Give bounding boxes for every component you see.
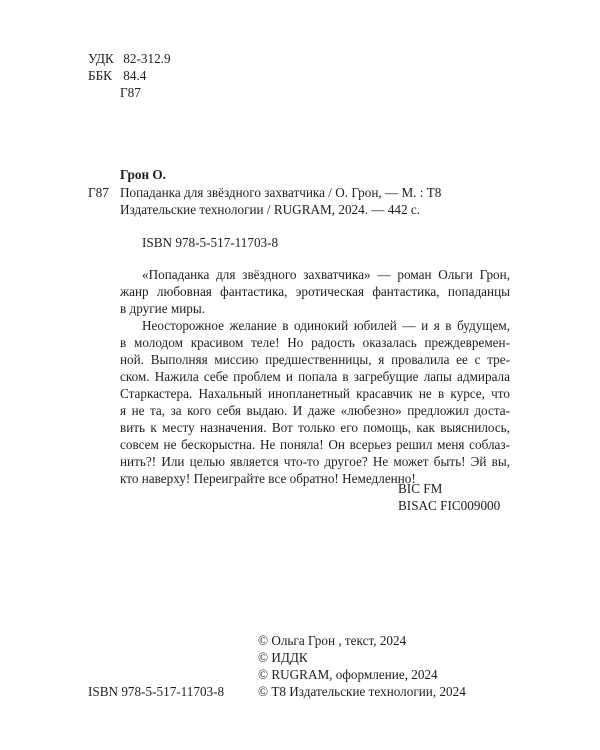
copyright-line: © Ольга Грон , текст, 2024 — [258, 633, 407, 648]
annotation-paragraph-2 — [120, 317, 510, 487]
author-heading: Грон О. — [120, 167, 166, 182]
copyright-line: © RUGRAM, оформление, 2024 — [258, 667, 438, 682]
bbk-label: ББК — [88, 68, 112, 83]
annotation-line: «Попаданка для звёздного захватчика» — роман Ольги Грон, — [142, 267, 510, 282]
udk-label: УДК — [88, 51, 114, 66]
annotation-line: совсем не бескорыстна. Не поняла! Он всерьез решил меня соблаз- — [120, 437, 510, 452]
bbk-value: 84.4 — [123, 68, 147, 83]
margin-author-mark: Г87 — [88, 185, 109, 200]
annotation-line: в другие миры. — [120, 301, 206, 316]
bisac-code: BISAC FIC009000 — [398, 498, 501, 513]
title-line-2: Издательские технологии / RUGRAM, 2024. — 442 с. — [120, 202, 421, 217]
udk-line — [88, 50, 171, 67]
title-line-1: Попаданка для звёздного захватчика / О. Грон, — М. : Т8 — [120, 185, 442, 200]
udk-value: 82-312.9 — [123, 51, 171, 66]
annotation-line: Неосторожное желание в одинокий юбилей — и я в будущем, — [142, 318, 510, 333]
annotation-line: ском. Нажила себе проблем и попала в загребущие лапы адмирала — [120, 369, 510, 384]
annotation-line: жанр любовная фантастика, эротическая фантастика, попаданцы — [120, 284, 510, 299]
annotation-line: вить к месту назначения. Вот только его помощь, как выяснилось, — [120, 420, 510, 435]
annotation-paragraph-1 — [120, 266, 510, 317]
annotation-line: ной. Выполняя миссию предшественницы, я провалила ее с тре- — [120, 352, 510, 367]
annotation-line: кто наверху! Переиграйте все обратно! Немедленно! — [120, 471, 416, 486]
author-mark: Г87 — [120, 85, 141, 100]
annotation-line: нить?! Или целью является что-то другое? Не может быть! Эй вы, — [120, 454, 510, 469]
copyright-line: © Т8 Издательские технологии, 2024 — [258, 684, 466, 699]
copyright-line: © ИДДК — [258, 650, 308, 665]
bbk-line — [88, 67, 146, 84]
annotation-line: я не та, за кого себя выдаю. И даже «любезно» предложил доста- — [120, 403, 510, 418]
bic-code: BIC FM — [398, 481, 443, 496]
footer-isbn: ISBN 978-5-517-11703-8 — [88, 684, 225, 699]
annotation-line: Старкастера. Нахальный инопланетный красавчик не в курсе, что — [120, 386, 510, 401]
entry-isbn: ISBN 978-5-517-11703-8 — [142, 235, 279, 250]
annotation-line: в молодом красивом теле! Но радость оказалась преждевремен- — [120, 335, 510, 350]
